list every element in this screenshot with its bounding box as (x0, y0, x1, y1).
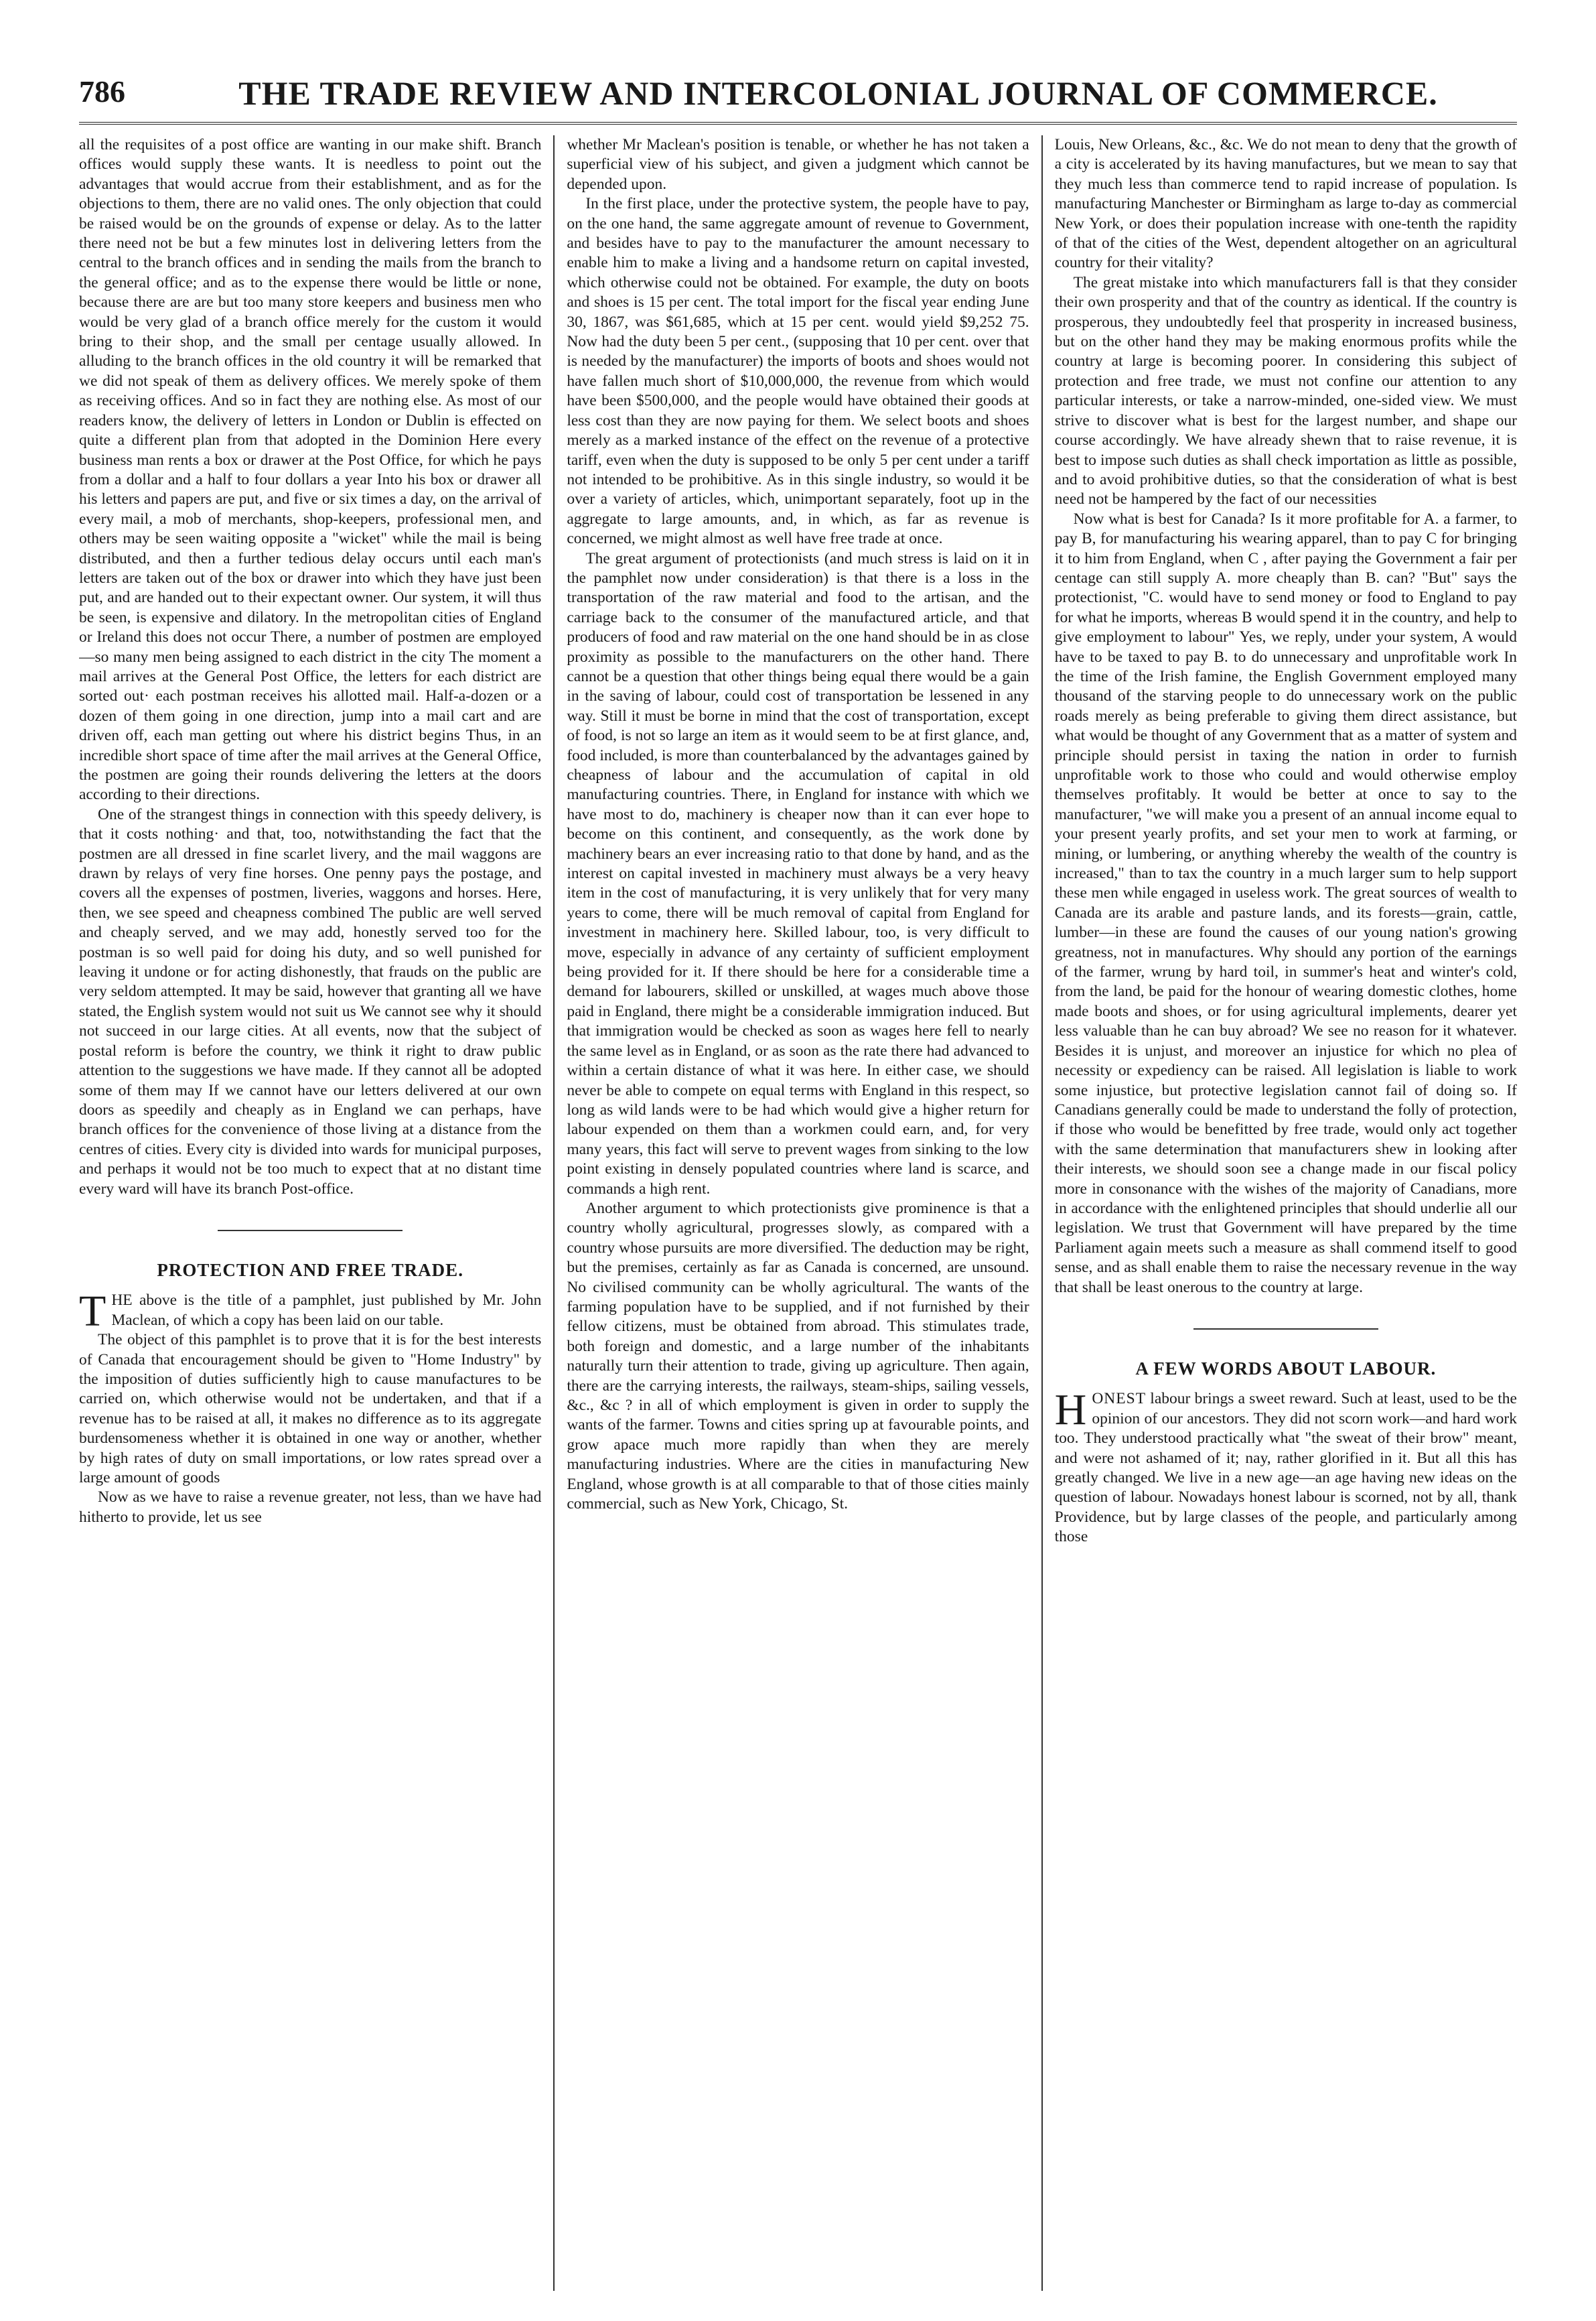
paragraph: The object of this pamphlet is to prove that it is for the best interests of Canada that encouragement should be given to "Home Industry" by the imposition of duties sufficiently high to cause manufactures to be carried on, which otherwise would not be undertaken, and that if a revenue has to be raised at all, it makes no difference as to its aggregate burdensomeness whether it is obtained in one way or another, whether by high rates of duty on small importations, or low rates spread over a large amount of goods (79, 1331, 542, 1486)
paragraph: Now as we have to raise a revenue greater, not less, than we have had hitherto to provide, let us see (79, 1488, 542, 1526)
paragraph-lead (1054, 1385, 1517, 1547)
paragraph-text: HE above is the title of a pamphlet, just published by Mr. John Maclean, of which a copy has been laid on our table. (111, 1291, 542, 1329)
paragraph: Now what is best for Canada? Is it more profitable for A. a farmer, to pay B, for manufacturing his wearing apparel, than to pay C for bringing it to him from England, when C , after paying the Government a fair per centage can still supply A. more cheaply than B. can? "But" says the protectionist, "C. would have to send money or food to England to pay for what he imports, whereas B would spend it in the country, and help to give employment to labour" Yes, we reply, under your system, A would have to be taxed to pay B. to do unnecessary and unprofitable work In the time of the Irish famine, the English Government employed many thousand of the starving people to do unnecessary work on the public roads merely as being preferable to giving them direct assistance, but what would be thought of any Government that as a matter of system and principle should persist in taxing the nation in order to furnish unprofitable work to those who could and would otherwise employ themselves profitably. It would be better at once to say to the manufacturer, "we will make you a present of an annual income equal to your present yearly profits, and set your men to work at farming, or mining, or lumbering, or anything whereby the wealth of the country is increased," than to tax the country in a much larger sum to help support these men while engaged in useless work. The great sources of wealth to Canada are its arable and pasture lands, and its forests—grain, cattle, lumber—in these are found the causes of our young nation's growing greatness, not in manufactures. Why should any portion of the earnings of the farmer, wrung by hard toil, in summer's heat and winter's cold, from the land, be paid for the honour of wearing domestic clothes, home made boots and shoes, or for using agricultural implements, dearer yet less valuable than he can buy abroad? We see no reason for it whatever. Besides it is unjust, and moreover an injustice for which no plea of necessity or expediency can be raised. All legislation is liable to work some injustice, but protective legislation cannot fail of doing so. If Canadians generally could be made to understand the folly of protection, if those who would be benefitted by free trade, would only act together with the same determination that manufacturers shew in looking after their interests, we should soon see a change made in our fiscal policy more in consonance with the wishes of the majority of Canadians, more in accordance with the enlightened principles that should underlie all our legislation. We trust that Government will have prepared by the time Parliament again meets such a measure as shall commend itself to good sense, and as shall enable them to raise the necessary revenue in the way that shall be least onerous to the country at large. (1054, 510, 1517, 1296)
paragraph: The great argument of protectionists (and much stress is laid on it in the pamphlet now under consideration) is that there is a loss in the transportation of the raw material and food to the artisan, and the carriage back to the consumer of the manufactured article, and that producers of food and raw material on the one hand should be in as close proximity as possible to the manufacturers on the other hand. There cannot be a question that other things being equal there would be a gain in the saving of labour, could cost of transportation be lessened in any way. Still it must be borne in mind that the cost of transportation, except of food, is not so large an item as it would seem to be at first glance, and, food included, is more than counterbalanced by the advantages gained by cheapness of labour and the accumulation of capital in old manufacturing countries. There, in England for instance with which we have most to do, machinery is cheaper now than it can ever hope to become on this continent, and consequently, as the work done by machinery bears an ever increasing ratio to that done by hand, and as the interest on capital invested in machinery must always be a very heavy item in the cost of manufacturing, it is very unlikely that for very many years to come, there will be much removal of capital from England for investment in machinery here. Skilled labour, too, is very difficult to move, especially in advance of any certainty of sufficient employment being provided for it. If there should be here for a considerable time a demand for labourers, skilled or unskilled, at wages much above those paid in England, there might be a considerable immigration induced. But that immigration would be checked as soon as wages here fell to nearly the same level as in England, or as soon as the rate there had advanced to within a certain distance of what it was here. In either case, we should never be able to compete on equal terms with England in this respect, so long as wild lands were to be had which would give a higher return for labour expended on them than a workmen could earn, and, for very many years, this fact will serve to prevent wages from sinking to the low point existing in densely populated countries where land is scarce, and commands a high rent. (567, 549, 1029, 1198)
drop-cap: H (1054, 1385, 1087, 1435)
section-divider (218, 1230, 403, 1231)
journal-title: THE TRADE REVIEW AND INTERCOLONIAL JOURNAL OF COMMERCE. (238, 74, 1438, 112)
section-divider (1193, 1328, 1378, 1330)
drop-cap: T (79, 1287, 106, 1336)
paragraph-text: labour brings a sweet reward. Such at least, used to be the opinion of our ancestors. They did not scorn work—and hard work too. They understood practically what "the sweat of their brow" meant, and were not ashamed of it; nay, rather glorified in it. But all this has greatly changed. We live in a new age—an age having new ideas on the question of labour. Nowadays honest labour is scorned, not by all, thank Providence, but by large classes of the people, and particularly among those (1054, 1390, 1517, 1546)
lead-word: ONEST (1092, 1390, 1147, 1408)
paragraph: In the first place, under the protective system, the people have to pay, on the one hand, the same aggregate amount of revenue to Government, and besides have to pay to the manufacturer the amount necessary to enable him to make a living and a handsome return on capital invested, which otherwise could not be obtained. For example, the duty on boots and shoes is 15 per cent. The total import for the fiscal year ending June 30, 1867, was $61,685, which at 15 per cent. would yield $9,252 75. Now had the duty been 5 per cent., (supposing that 10 per cent. over that is needed by the manufacturer) the imports of boots and shoes would not have fallen much short of $10,000,000, the revenue from which would have been $500,000, and the people would have obtained their goods at less cost than they are now paying for them. We select boots and shoes merely as a marked instance of the effect on the revenue of a protective tariff, even when the duty is supposed to be only 5 per cent under a tariff not intended to be prohibitive. As in this single industry, so would it be over a variety of articles, which, unimportant separately, foot up in the aggregate to large amounts, and, in which, as far as revenue is concerned, we might almost as well have free trade at once. (567, 195, 1029, 548)
paragraph: all the requisites of a post office are wanting in our make shift. Branch offices would supply these wants. It is needless to point out the advantages that would accrue from their establishment, and as for the objections to them, there are no valid ones. The only objection that could be raised would be on the grounds of expense or delay. As to the latter there need not be but a few minutes lost in delivering letters from the central to the branch offices and in sending the mails from the branch to the general office; and as to the expense there would be little or none, because there are are but too many store keepers and business men who would be very glad of a branch office merely for the custom it would bring to their shop, and the small per centage usually allowed. In alluding to the branch offices in the old country it will be remarked that we did not speak of them as delivery offices. We merely spoke of them as receiving offices. And so in fact they are nothing else. As most of our readers know, the delivery of letters in London or Dublin is effected on quite a different plan from that adopted in the Dominion Here every business man rents a box or drawer at the Post Office, for which he pays from a dollar and a half to four dollars a year Into his box or drawer all his letters and papers are put, and five or six times a day, on the arrival of every mail, a mob of merchants, shop-keepers, professional men, and others may be seen waiting opposite a "wicket" while the mail is being distributed, and then a further tedious delay occurs until each man's letters are taken out of the box or drawer into which they have just been put, and are handed out to their expectant owner. Our system, it will thus be seen, is expensive and dilatory. In the metropolitan cities of England or Ireland this does not occur There, a number of postmen are employed—so many men being assigned to each district in the city The moment a mail arrives at the General Post Office, the letters for each district are sorted out· each postman receives his allotted mail. Half-a-dozen or a dozen of them going in one direction, jump into a mail cart and are driven off, each man getting out where his district begins Thus, in an incredible short space of time after the mail arrives at the General Office, the postmen are going their rounds delivering the letters at the doors according to their directions. (79, 136, 542, 804)
column-3 (1041, 135, 1517, 2291)
paragraph: One of the strangest things in connection with this speedy delivery, is that it costs nothing· and that, too, notwithstanding the fact that the postmen are all dressed in fine scarlet livery, and the mail waggons are drawn by relays of very fine horses. One penny pays the postage, and covers all the expenses of postmen, liveries, waggons and horses. Here, then, we see speed and cheapness combined The public are well served and cheaply served, and we may add, honestly served too for the postman is so well paid for doing his duty, and so well punished for leaving it undone or for acting dishonestly, that frauds on the public are very seldom attempted. It may be said, however that granting all we have stated, the English system would not suit us We cannot see why it should not succeed in our large cities. At all events, now that the subject of postal reform is before the country, we think it right to draw public attention to the suggestions we have made. If they cannot all be adopted some of them may If we cannot have our letters delivered at our own doors as speedily and cheaply as in England we can perhaps, have branch offices for the convenience of those living at a distance from the centres of cities. Every city is divided into wards for municipal purposes, and perhaps it would not be too much to expect that at no distant time every ward will have its branch Post-office. (79, 805, 542, 1198)
page-header (79, 67, 1517, 125)
paragraph: Another argument to which protectionists give prominence is that a country wholly agricultural, progresses slowly, as compared with a country whose pursuits are more diversified. The deduction may be right, but the premises, certainly as far as Canada is concerned, are unsound. No civilised community can be wholly agricultural. The wants of the farming population have to be supplied, and if not furnished by their fellow citizens, must be obtained from abroad. This stimulates trade, both foreign and domestic, and a large number of the inhabitants naturally turn their attention to trade, giving up agriculture. Then again, there are the carrying interests, the railways, steam-ships, sailing vessels, &c., &c ? in all of which employment is given in order to supply the wants of the farmer. Towns and cities spring up at favourable points, and grow apace much more rapidly than when they are merely manufacturing industries. Where are the cities in manufacturing New England, whose growth is at all comparable to that of those cities mainly commercial, such as New York, Chicago, St. (567, 1199, 1029, 1513)
column-1 (79, 135, 553, 2291)
paragraph: whether Mr Maclean's position is tenable, or whether he has not taken a superficial view of his subject, and given a judgment which cannot be depended upon. (567, 136, 1029, 193)
paragraph: The great mistake into which manufacturers fall is that they consider their own prosperity and that of the country as identical. If the country is prosperous, they undoubtedly feel that prosperity in increased business, but on the other hand they may be making enormous profits while the country at large is becoming poorer. In considering this subject of protection and free trade, we must not confine our attention to any particular interests, or take a narrow-minded, one-sided view. We must strive to discover what is best for the largest number, and shape our course accordingly. We have already shewn that to raise revenue, it is best to impose such duties as shall check importation as little as possible, and to avoid prohibitive duties, so that the consideration of what is best need not be hampered by the fact of our necessities (1054, 273, 1517, 508)
section-heading-protection: PROTECTION AND FREE TRADE. (157, 1259, 463, 1280)
page-number: 786 (79, 74, 125, 109)
article-columns (79, 135, 1517, 2291)
paragraph-lead (79, 1287, 542, 1336)
newspaper-page (79, 67, 1517, 2291)
column-2 (553, 135, 1041, 2291)
section-heading-labour: A FEW WORDS ABOUT LABOUR. (1135, 1358, 1437, 1379)
paragraph: Louis, New Orleans, &c., &c. We do not mean to deny that the growth of a city is accelerated by its having manufactures, but we mean to say that they much less than commerce tend to rapid increase of population. Is manufacturing Manchester or Birmingham as large to-day as commercial New York, or does their population increase with one-tenth the rapidity of that of the cities of the West, dependent altogether on an agricultural country for their vitality? (1054, 136, 1517, 272)
